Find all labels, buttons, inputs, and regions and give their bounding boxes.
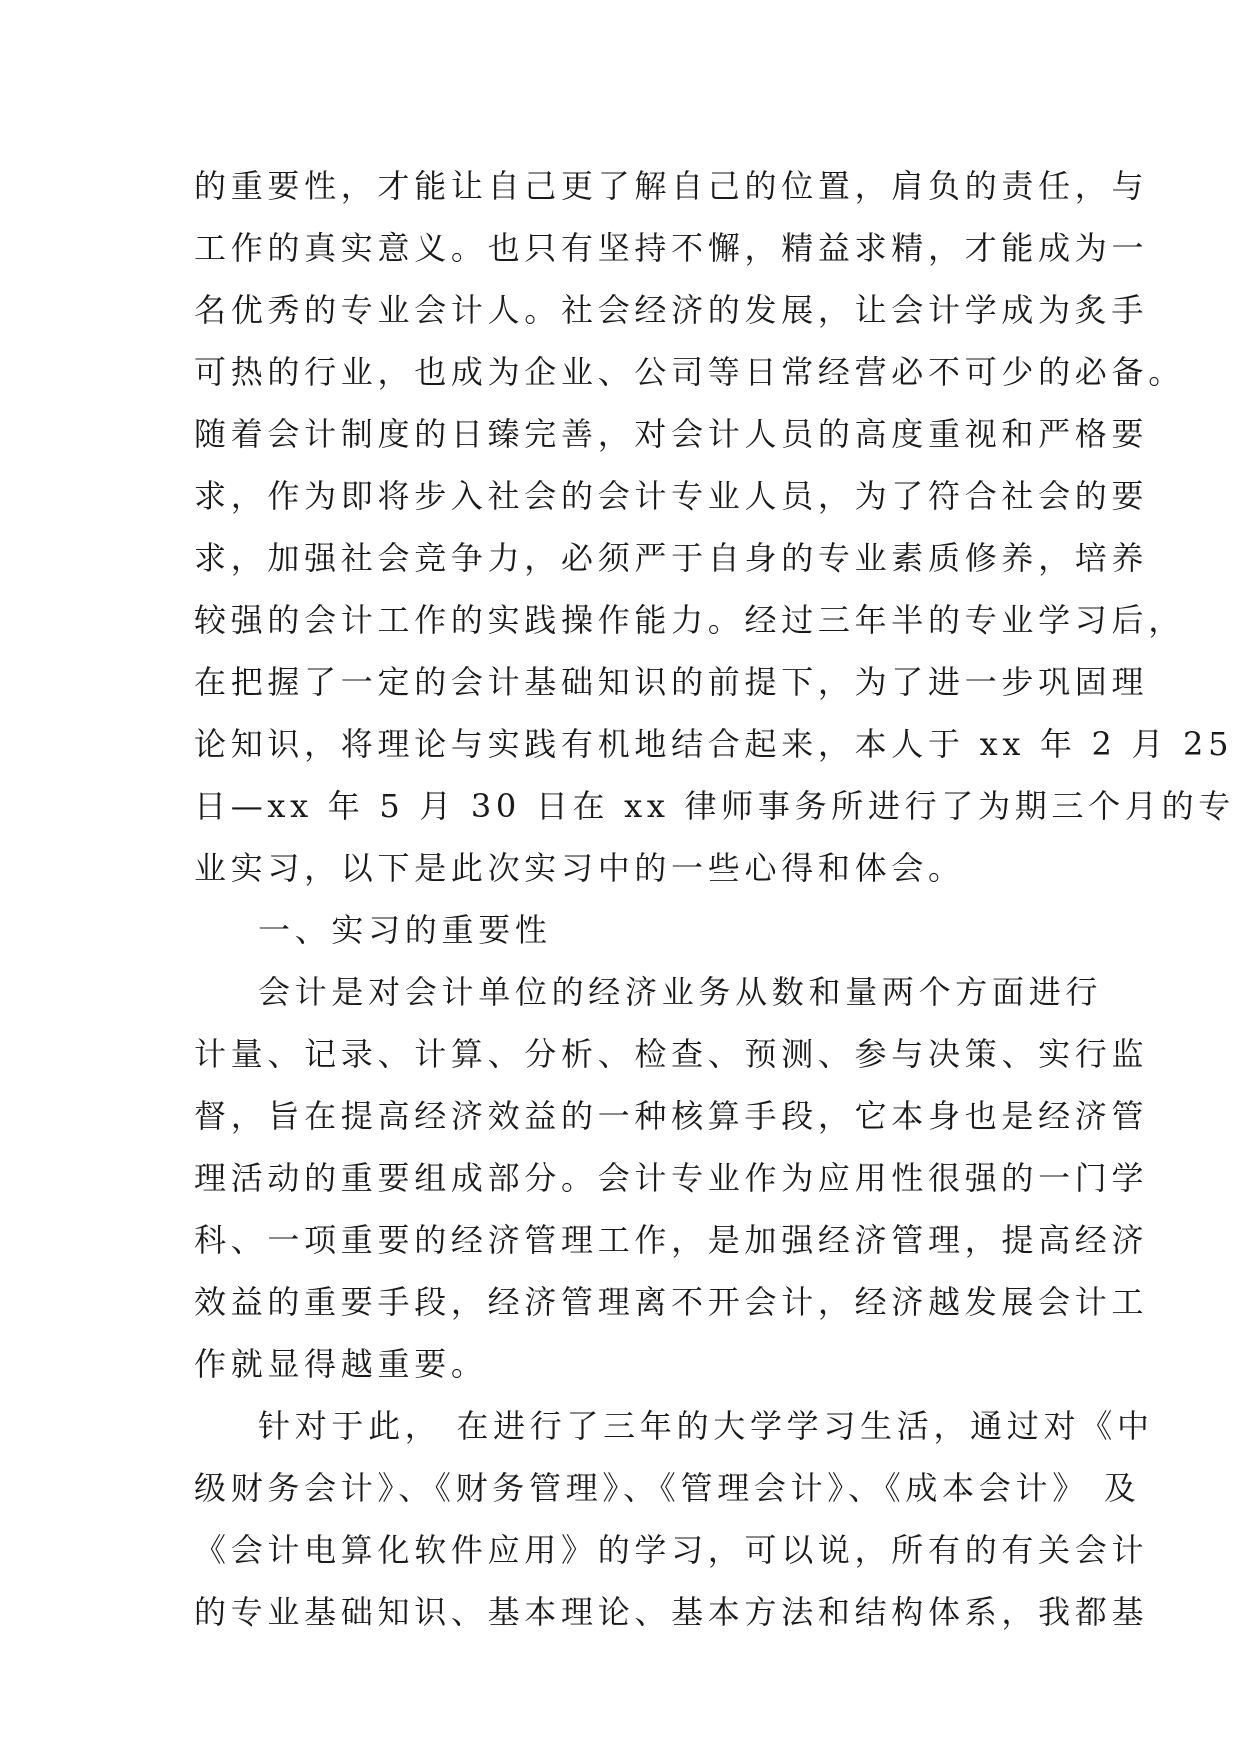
paragraph-start-line: 针对于此， 在进行了三年的大学学习生活，通过对《中: [258, 1407, 1154, 1445]
text-line: 求，作为即将步入社会的会计专业人员，为了符合社会的要: [194, 477, 1149, 515]
text-line: 业实习，以下是此次实习中的一些心得和体会。: [194, 849, 965, 887]
text-line: 可热的行业，也成为企业、公司等日常经营必不可少的必备。: [194, 353, 1185, 391]
text-line: 的专业基础知识、基本理论、基本方法和结构体系，我都基: [194, 1593, 1149, 1631]
text-line: 论知识，将理论与实践有机地结合起来，本人于 xx 年 2 月 25: [194, 725, 1234, 763]
text-line: 《会计电算化软件应用》的学习，可以说，所有的有关会计: [194, 1531, 1149, 1569]
text-line: 的重要性，才能让自己更了解自己的位置，肩负的责任，与: [194, 167, 1149, 205]
text-line: 作就显得越重要。: [194, 1345, 488, 1383]
text-line: 级财务会计》、《财务管理》、《管理会计》、《成本会计》 及: [194, 1469, 1141, 1507]
text-line: 督，旨在提高经济效益的一种核算手段，它本身也是经济管: [194, 1097, 1149, 1135]
document-body: [194, 155, 1235, 1643]
text-line: 在把握了一定的会计基础知识的前提下，为了进一步巩固理: [194, 663, 1149, 701]
text-line: 名优秀的专业会计人。社会经济的发展，让会计学成为炙手: [194, 291, 1149, 329]
section-heading: 一、实习的重要性: [258, 911, 552, 949]
text-line: 日—xx 年 5 月 30 日在 xx 律师事务所进行了为期三个月的专: [194, 787, 1235, 825]
text-line: 求，加强社会竞争力，必须严于自身的专业素质修养，培养: [194, 539, 1149, 577]
text-line: 理活动的重要组成部分。会计专业作为应用性很强的一门学: [194, 1159, 1149, 1197]
text-line: 效益的重要手段，经济管理离不开会计，经济越发展会计工: [194, 1283, 1149, 1321]
text-line: 计量、记录、计算、分析、检查、预测、参与决策、实行监: [194, 1035, 1149, 1073]
text-line: 随着会计制度的日臻完善，对会计人员的高度重视和严格要: [194, 415, 1149, 453]
text-line: 工作的真实意义。也只有坚持不懈，精益求精，才能成为一: [194, 229, 1149, 267]
text-line: 较强的会计工作的实践操作能力。经过三年半的专业学习后，: [194, 601, 1185, 639]
text-line: 科、一项重要的经济管理工作，是加强经济管理，提高经济: [194, 1221, 1149, 1259]
paragraph-start-line: 会计是对会计单位的经济业务从数和量两个方面进行: [258, 973, 1103, 1011]
